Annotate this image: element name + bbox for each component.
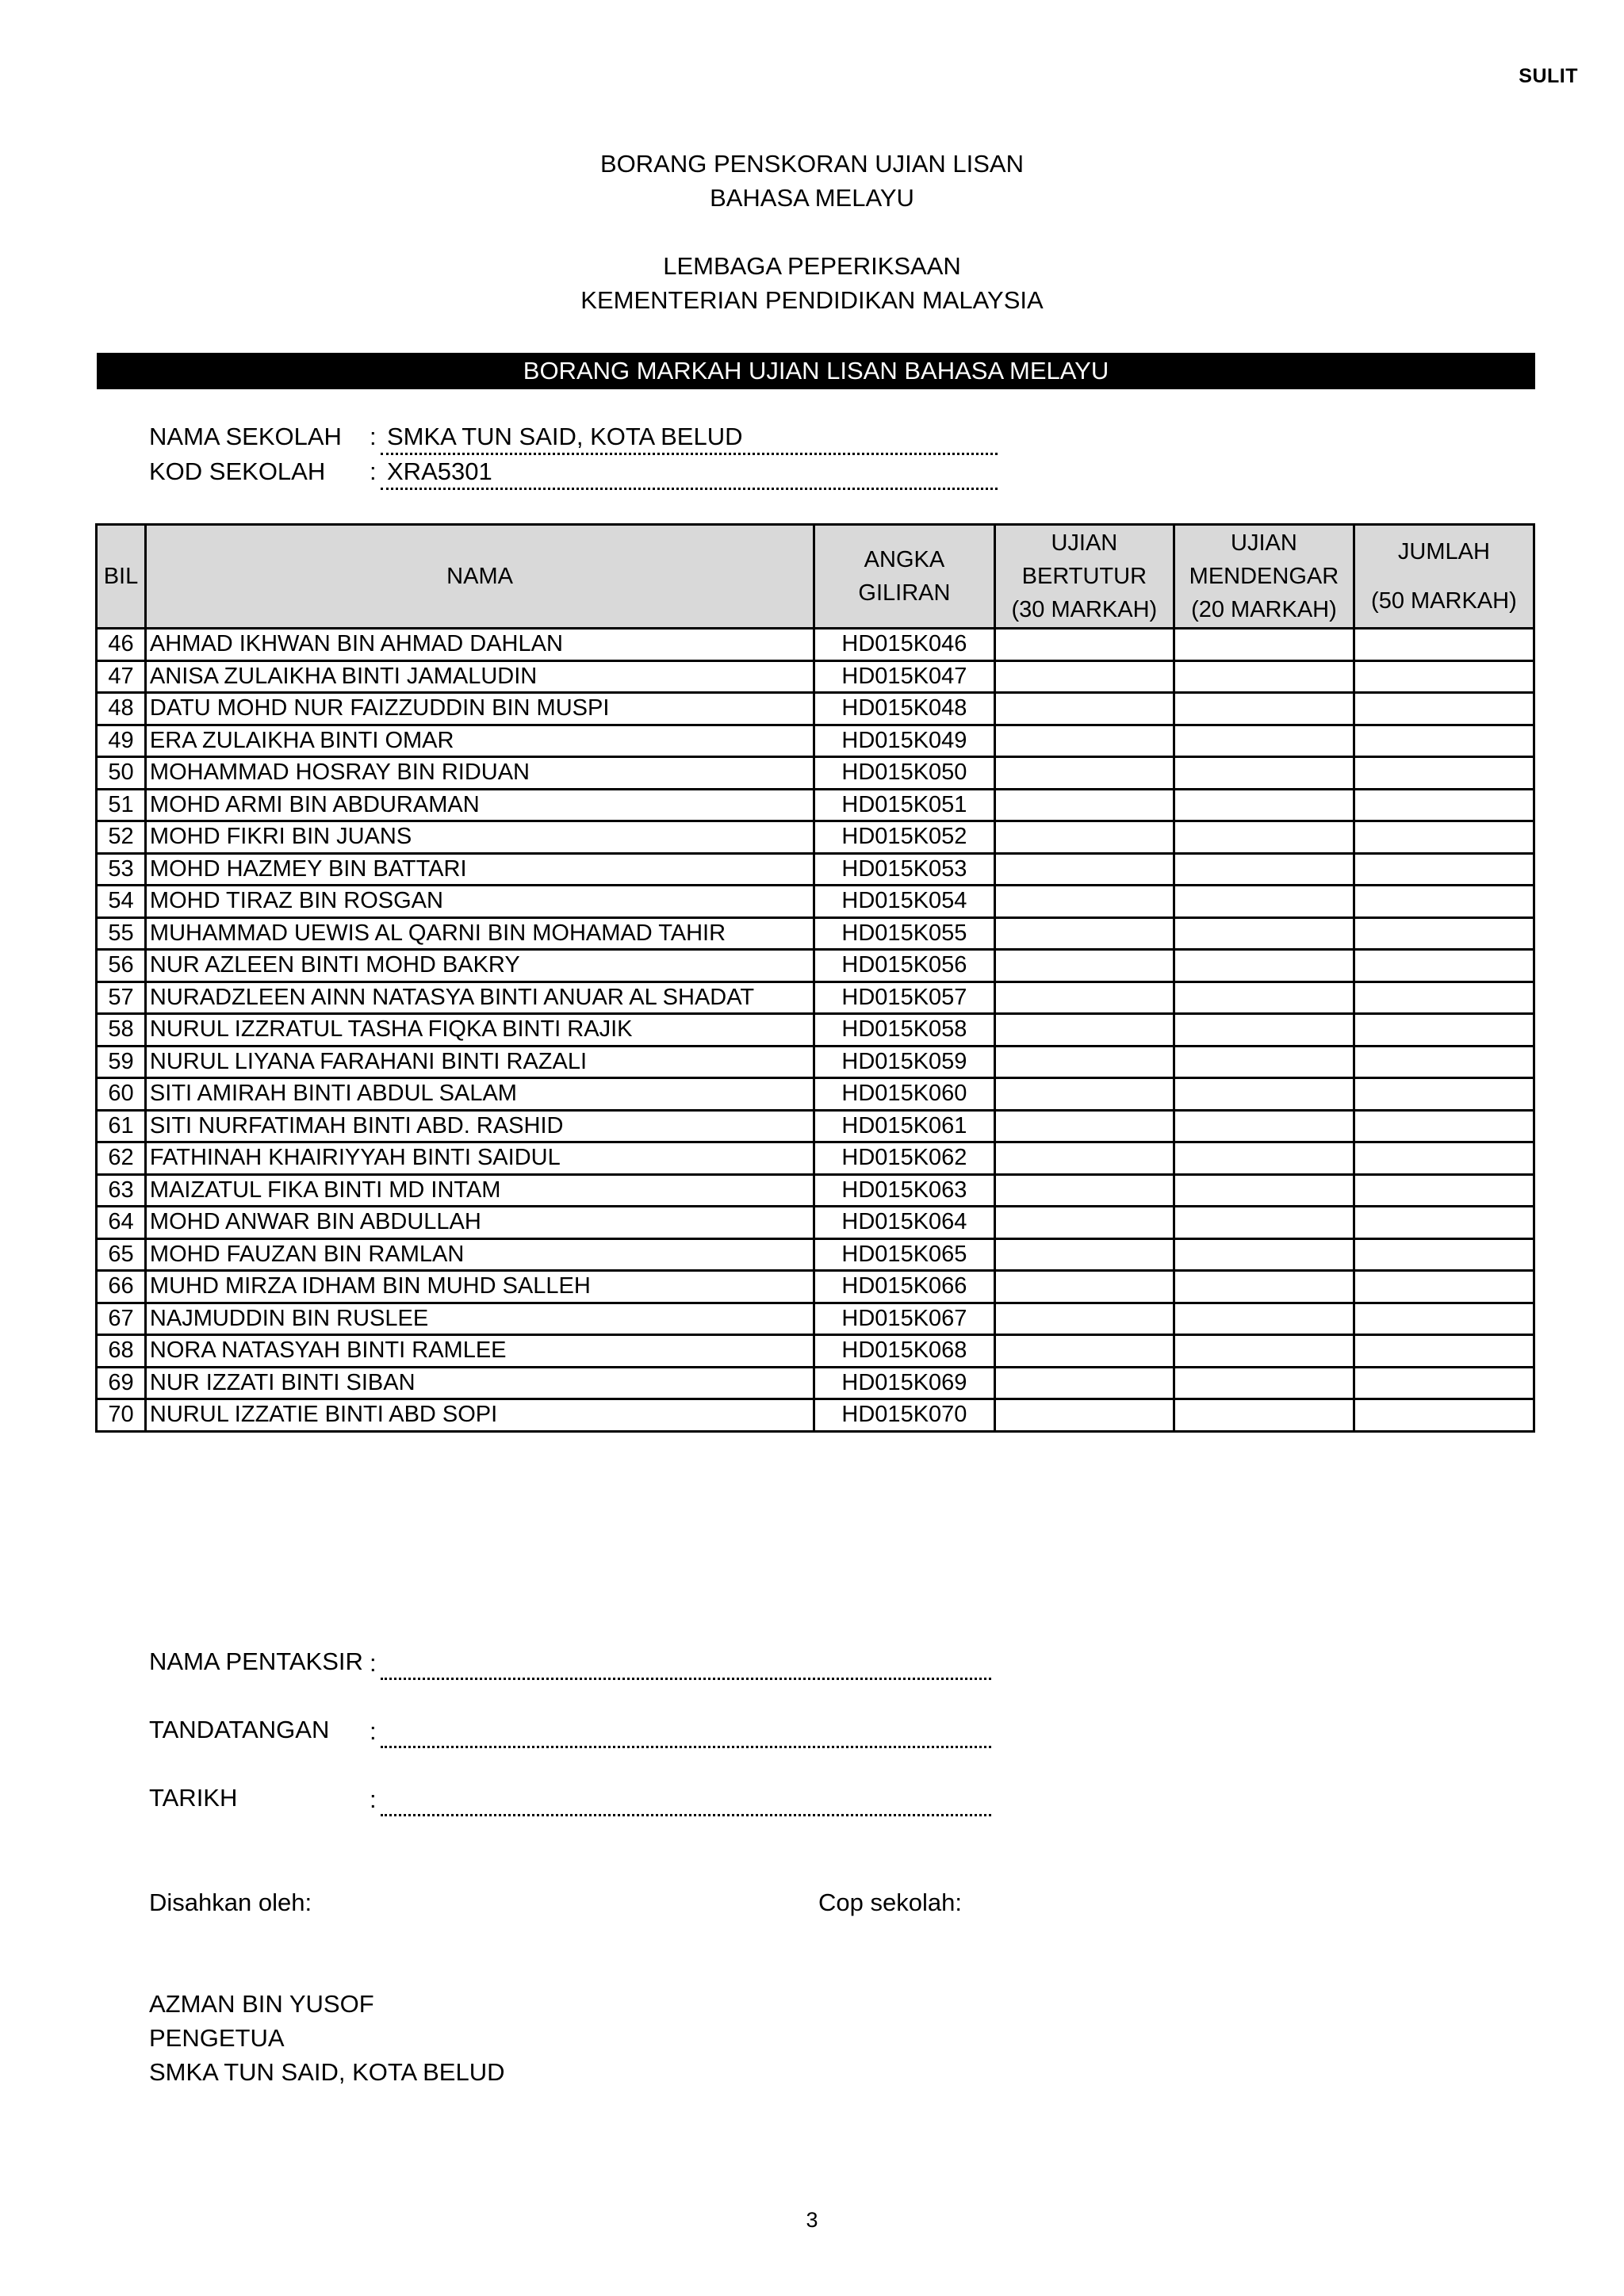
- cell-mendengar-score[interactable]: [1174, 789, 1354, 821]
- cell-jumlah-score[interactable]: [1354, 629, 1534, 661]
- cell-angka-giliran: HD015K046: [814, 629, 994, 661]
- cell-mendengar-score[interactable]: [1174, 1399, 1354, 1432]
- header-jumlah: JUMLAH (50 MARKAH): [1354, 525, 1534, 629]
- table-row: [97, 950, 1534, 982]
- cell-angka-giliran: HD015K053: [814, 853, 994, 886]
- classification-label: SULIT: [1519, 65, 1578, 87]
- cell-bil: 53: [97, 853, 146, 886]
- school-code-value: XRA5301: [381, 457, 998, 490]
- table-row: [97, 1014, 1534, 1047]
- cell-jumlah-score[interactable]: [1354, 1303, 1534, 1335]
- cell-bertutur-score[interactable]: [994, 1014, 1174, 1047]
- cell-mendengar-score[interactable]: [1174, 725, 1354, 757]
- principal-title: PENGETUA: [149, 2024, 285, 2052]
- table-row: [97, 1207, 1534, 1239]
- principal-block: [149, 1987, 504, 2089]
- signature-field[interactable]: [381, 1746, 991, 1748]
- cell-mendengar-score[interactable]: [1174, 1238, 1354, 1271]
- cell-mendengar-score[interactable]: [1174, 1174, 1354, 1207]
- cell-bil: 66: [97, 1271, 146, 1303]
- cell-nama: NURUL IZZATIE BINTI ABD SOPI: [145, 1399, 814, 1432]
- cell-jumlah-score[interactable]: [1354, 1174, 1534, 1207]
- table-row: [97, 917, 1534, 950]
- cell-angka-giliran: HD015K067: [814, 1303, 994, 1335]
- cell-jumlah-score[interactable]: [1354, 1238, 1534, 1271]
- cell-bertutur-score[interactable]: [994, 886, 1174, 918]
- cell-nama: FATHINAH KHAIRIYYAH BINTI SAIDUL: [145, 1142, 814, 1175]
- cell-mendengar-score[interactable]: [1174, 1014, 1354, 1047]
- cell-jumlah-score[interactable]: [1354, 821, 1534, 854]
- cell-jumlah-score[interactable]: [1354, 1207, 1534, 1239]
- cell-nama: MOHAMMAD HOSRAY BIN RIDUAN: [145, 757, 814, 790]
- cell-angka-giliran: HD015K054: [814, 886, 994, 918]
- signature-label: TANDATANGAN: [149, 1716, 330, 1743]
- table-row: [97, 1303, 1534, 1335]
- table-row: [97, 1110, 1534, 1142]
- cell-jumlah-score[interactable]: [1354, 1399, 1534, 1432]
- cell-bertutur-score[interactable]: [994, 757, 1174, 790]
- verified-by-label: Disahkan oleh:: [149, 1888, 312, 1916]
- cell-mendengar-score[interactable]: [1174, 693, 1354, 725]
- table-row: [97, 1046, 1534, 1078]
- school-name-colon: :: [370, 423, 377, 450]
- table-row: [97, 629, 1534, 661]
- cell-bil: 70: [97, 1399, 146, 1432]
- header-line-4: KEMENTERIAN PENDIDIKAN MALAYSIA: [580, 286, 1044, 314]
- cell-angka-giliran: HD015K070: [814, 1399, 994, 1432]
- cell-nama: NURUL LIYANA FARAHANI BINTI RAZALI: [145, 1046, 814, 1078]
- cell-mendengar-score[interactable]: [1174, 660, 1354, 693]
- header-nama: NAMA: [145, 525, 814, 629]
- assessor-name-field[interactable]: [381, 1678, 991, 1680]
- cell-angka-giliran: HD015K055: [814, 917, 994, 950]
- cell-mendengar-score[interactable]: [1174, 1271, 1354, 1303]
- cell-angka-giliran: HD015K062: [814, 1142, 994, 1175]
- cell-jumlah-score[interactable]: [1354, 1367, 1534, 1399]
- cell-bil: 68: [97, 1335, 146, 1368]
- cell-jumlah-score[interactable]: [1354, 1110, 1534, 1142]
- cell-mendengar-score[interactable]: [1174, 982, 1354, 1014]
- cell-bil: 56: [97, 950, 146, 982]
- cell-angka-giliran: HD015K059: [814, 1046, 994, 1078]
- school-name-value: SMKA TUN SAID, KOTA BELUD: [381, 423, 998, 455]
- table-row: [97, 725, 1534, 757]
- cell-bertutur-score[interactable]: [994, 1046, 1174, 1078]
- cell-bil: 64: [97, 1207, 146, 1239]
- cell-bil: 65: [97, 1238, 146, 1271]
- table-row: [97, 1078, 1534, 1111]
- table-row: [97, 1238, 1534, 1271]
- cell-jumlah-score[interactable]: [1354, 1335, 1534, 1368]
- cell-angka-giliran: HD015K060: [814, 1078, 994, 1111]
- table-row: [97, 1142, 1534, 1175]
- document-header-top: [0, 147, 1624, 215]
- cell-angka-giliran: HD015K069: [814, 1367, 994, 1399]
- cell-jumlah-score[interactable]: [1354, 1078, 1534, 1111]
- table-row: [97, 1335, 1534, 1368]
- cell-bertutur-score[interactable]: [994, 1238, 1174, 1271]
- cell-angka-giliran: HD015K047: [814, 660, 994, 693]
- cell-jumlah-score[interactable]: [1354, 853, 1534, 886]
- cell-angka-giliran: HD015K052: [814, 821, 994, 854]
- cell-bertutur-score[interactable]: [994, 1207, 1174, 1239]
- cell-mendengar-score[interactable]: [1174, 1078, 1354, 1111]
- cell-jumlah-score[interactable]: [1354, 1142, 1534, 1175]
- cell-angka-giliran: HD015K061: [814, 1110, 994, 1142]
- school-name-label: NAMA SEKOLAH: [149, 423, 342, 450]
- cell-nama: MUHAMMAD UEWIS AL QARNI BIN MOHAMAD TAHIR: [145, 917, 814, 950]
- cell-bertutur-score[interactable]: [994, 693, 1174, 725]
- cell-bil: 54: [97, 886, 146, 918]
- cell-angka-giliran: HD015K063: [814, 1174, 994, 1207]
- cell-angka-giliran: HD015K065: [814, 1238, 994, 1271]
- cell-bertutur-score[interactable]: [994, 1110, 1174, 1142]
- table-row: [97, 853, 1534, 886]
- cell-bil: 57: [97, 982, 146, 1014]
- school-code-colon: :: [370, 457, 377, 485]
- cell-mendengar-score[interactable]: [1174, 1110, 1354, 1142]
- cell-jumlah-score[interactable]: [1354, 1046, 1534, 1078]
- cell-angka-giliran: HD015K048: [814, 693, 994, 725]
- cell-nama: DATU MOHD NUR FAIZZUDDIN BIN MUSPI: [145, 693, 814, 725]
- cell-mendengar-score[interactable]: [1174, 1142, 1354, 1175]
- cell-bertutur-score[interactable]: [994, 1335, 1174, 1368]
- cell-nama: MAIZATUL FIKA BINTI MD INTAM: [145, 1174, 814, 1207]
- school-code-label: KOD SEKOLAH: [149, 457, 326, 485]
- signature-colon: :: [370, 1717, 377, 1745]
- cell-bil: 59: [97, 1046, 146, 1078]
- cell-bil: 58: [97, 1014, 146, 1047]
- cell-mendengar-score[interactable]: [1174, 1046, 1354, 1078]
- cell-angka-giliran: HD015K064: [814, 1207, 994, 1239]
- cell-bertutur-score[interactable]: [994, 725, 1174, 757]
- table-row: [97, 821, 1534, 854]
- document-header-bottom: [0, 249, 1624, 317]
- cell-jumlah-score[interactable]: [1354, 693, 1534, 725]
- cell-jumlah-score[interactable]: [1354, 982, 1534, 1014]
- school-stamp-label: Cop sekolah:: [818, 1888, 962, 1916]
- principal-school: SMKA TUN SAID, KOTA BELUD: [149, 2058, 505, 2086]
- cell-angka-giliran: HD015K057: [814, 982, 994, 1014]
- header-line-3: LEMBAGA PEPERIKSAAN: [663, 252, 961, 280]
- cell-bertutur-score[interactable]: [994, 1174, 1174, 1207]
- cell-jumlah-score[interactable]: [1354, 725, 1534, 757]
- cell-bertutur-score[interactable]: [994, 1399, 1174, 1432]
- cell-bil: 51: [97, 789, 146, 821]
- cell-nama: NURUL IZZRATUL TASHA FIQKA BINTI RAJIK: [145, 1014, 814, 1047]
- date-label: TARIKH: [149, 1784, 238, 1812]
- cell-angka-giliran: HD015K066: [814, 1271, 994, 1303]
- cell-nama: MOHD FAUZAN BIN RAMLAN: [145, 1238, 814, 1271]
- cell-bertutur-score[interactable]: [994, 789, 1174, 821]
- cell-bil: 55: [97, 917, 146, 950]
- cell-mendengar-score[interactable]: [1174, 821, 1354, 854]
- form-title-bar: BORANG MARKAH UJIAN LISAN BAHASA MELAYU: [97, 353, 1535, 389]
- cell-nama: NURADZLEEN AINN NATASYA BINTI ANUAR AL SHADAT: [145, 982, 814, 1014]
- cell-bil: 60: [97, 1078, 146, 1111]
- table-row: [97, 982, 1534, 1014]
- cell-bertutur-score[interactable]: [994, 1271, 1174, 1303]
- cell-angka-giliran: HD015K056: [814, 950, 994, 982]
- cell-nama: NORA NATASYAH BINTI RAMLEE: [145, 1335, 814, 1368]
- cell-nama: SITI NURFATIMAH BINTI ABD. RASHID: [145, 1110, 814, 1142]
- cell-bil: 69: [97, 1367, 146, 1399]
- cell-bertutur-score[interactable]: [994, 853, 1174, 886]
- header-ujian-mendengar: UJIAN MENDENGAR (20 MARKAH): [1174, 525, 1354, 629]
- cell-bertutur-score[interactable]: [994, 821, 1174, 854]
- cell-nama: MOHD ANWAR BIN ABDULLAH: [145, 1207, 814, 1239]
- cell-bil: 62: [97, 1142, 146, 1175]
- cell-bil: 48: [97, 693, 146, 725]
- cell-mendengar-score[interactable]: [1174, 886, 1354, 918]
- header-line-1: BORANG PENSKORAN UJIAN LISAN: [599, 150, 1024, 178]
- cell-bertutur-score[interactable]: [994, 629, 1174, 661]
- cell-nama: ERA ZULAIKHA BINTI OMAR: [145, 725, 814, 757]
- cell-bil: 67: [97, 1303, 146, 1335]
- table-row: [97, 1399, 1534, 1432]
- cell-bertutur-score[interactable]: [994, 982, 1174, 1014]
- cell-bil: 63: [97, 1174, 146, 1207]
- principal-name: AZMAN BIN YUSOF: [149, 1990, 374, 2018]
- header-line-2: BAHASA MELAYU: [710, 184, 914, 212]
- date-colon: :: [370, 1785, 377, 1813]
- cell-nama: NUR IZZATI BINTI SIBAN: [145, 1367, 814, 1399]
- cell-bertutur-score[interactable]: [994, 917, 1174, 950]
- cell-jumlah-score[interactable]: [1354, 660, 1534, 693]
- table-row: [97, 1367, 1534, 1399]
- cell-mendengar-score[interactable]: [1174, 917, 1354, 950]
- cell-bertutur-score[interactable]: [994, 1303, 1174, 1335]
- cell-angka-giliran: HD015K058: [814, 1014, 994, 1047]
- table-row: [97, 1271, 1534, 1303]
- date-field[interactable]: [381, 1814, 991, 1816]
- table-row: [97, 693, 1534, 725]
- cell-bil: 49: [97, 725, 146, 757]
- cell-mendengar-score[interactable]: [1174, 1367, 1354, 1399]
- cell-jumlah-score[interactable]: [1354, 886, 1534, 918]
- cell-angka-giliran: HD015K049: [814, 725, 994, 757]
- cell-bertutur-score[interactable]: [994, 660, 1174, 693]
- table-row: [97, 1174, 1534, 1207]
- cell-mendengar-score[interactable]: [1174, 1207, 1354, 1239]
- cell-mendengar-score[interactable]: [1174, 1303, 1354, 1335]
- header-ujian-bertutur: UJIAN BERTUTUR (30 MARKAH): [994, 525, 1174, 629]
- header-angka-giliran: ANGKA GILIRAN: [814, 525, 994, 629]
- cell-nama: MUHD MIRZA IDHAM BIN MUHD SALLEH: [145, 1271, 814, 1303]
- cell-mendengar-score[interactable]: [1174, 950, 1354, 982]
- cell-mendengar-score[interactable]: [1174, 853, 1354, 886]
- cell-bertutur-score[interactable]: [994, 1078, 1174, 1111]
- table-row: [97, 886, 1534, 918]
- header-bil: BIL: [97, 525, 146, 629]
- marks-table: [95, 523, 1535, 1433]
- table-row: [97, 789, 1534, 821]
- cell-bil: 61: [97, 1110, 146, 1142]
- cell-nama: MOHD FIKRI BIN JUANS: [145, 821, 814, 854]
- cell-nama: MOHD ARMI BIN ABDURAMAN: [145, 789, 814, 821]
- cell-angka-giliran: HD015K051: [814, 789, 994, 821]
- cell-bil: 47: [97, 660, 146, 693]
- cell-mendengar-score[interactable]: [1174, 629, 1354, 661]
- cell-jumlah-score[interactable]: [1354, 1271, 1534, 1303]
- cell-angka-giliran: HD015K050: [814, 757, 994, 790]
- cell-jumlah-score[interactable]: [1354, 950, 1534, 982]
- cell-bil: 50: [97, 757, 146, 790]
- cell-nama: SITI AMIRAH BINTI ABDUL SALAM: [145, 1078, 814, 1111]
- assessor-name-label: NAMA PENTAKSIR: [149, 1647, 363, 1675]
- cell-nama: MOHD TIRAZ BIN ROSGAN: [145, 886, 814, 918]
- cell-bil: 46: [97, 629, 146, 661]
- cell-bertutur-score[interactable]: [994, 950, 1174, 982]
- table-row: [97, 660, 1534, 693]
- cell-jumlah-score[interactable]: [1354, 789, 1534, 821]
- cell-nama: ANISA ZULAIKHA BINTI JAMALUDIN: [145, 660, 814, 693]
- cell-mendengar-score[interactable]: [1174, 757, 1354, 790]
- assessor-name-colon: :: [370, 1649, 377, 1677]
- cell-bertutur-score[interactable]: [994, 1142, 1174, 1175]
- cell-nama: MOHD HAZMEY BIN BATTARI: [145, 853, 814, 886]
- cell-nama: NUR AZLEEN BINTI MOHD BAKRY: [145, 950, 814, 982]
- table-header-row: [97, 525, 1534, 629]
- cell-nama: AHMAD IKHWAN BIN AHMAD DAHLAN: [145, 629, 814, 661]
- cell-nama: NAJMUDDIN BIN RUSLEE: [145, 1303, 814, 1335]
- cell-jumlah-score[interactable]: [1354, 757, 1534, 790]
- page-number: 3: [806, 2208, 818, 2232]
- cell-jumlah-score[interactable]: [1354, 1014, 1534, 1047]
- cell-jumlah-score[interactable]: [1354, 917, 1534, 950]
- cell-bertutur-score[interactable]: [994, 1367, 1174, 1399]
- cell-bil: 52: [97, 821, 146, 854]
- cell-mendengar-score[interactable]: [1174, 1335, 1354, 1368]
- table-row: [97, 757, 1534, 790]
- cell-angka-giliran: HD015K068: [814, 1335, 994, 1368]
